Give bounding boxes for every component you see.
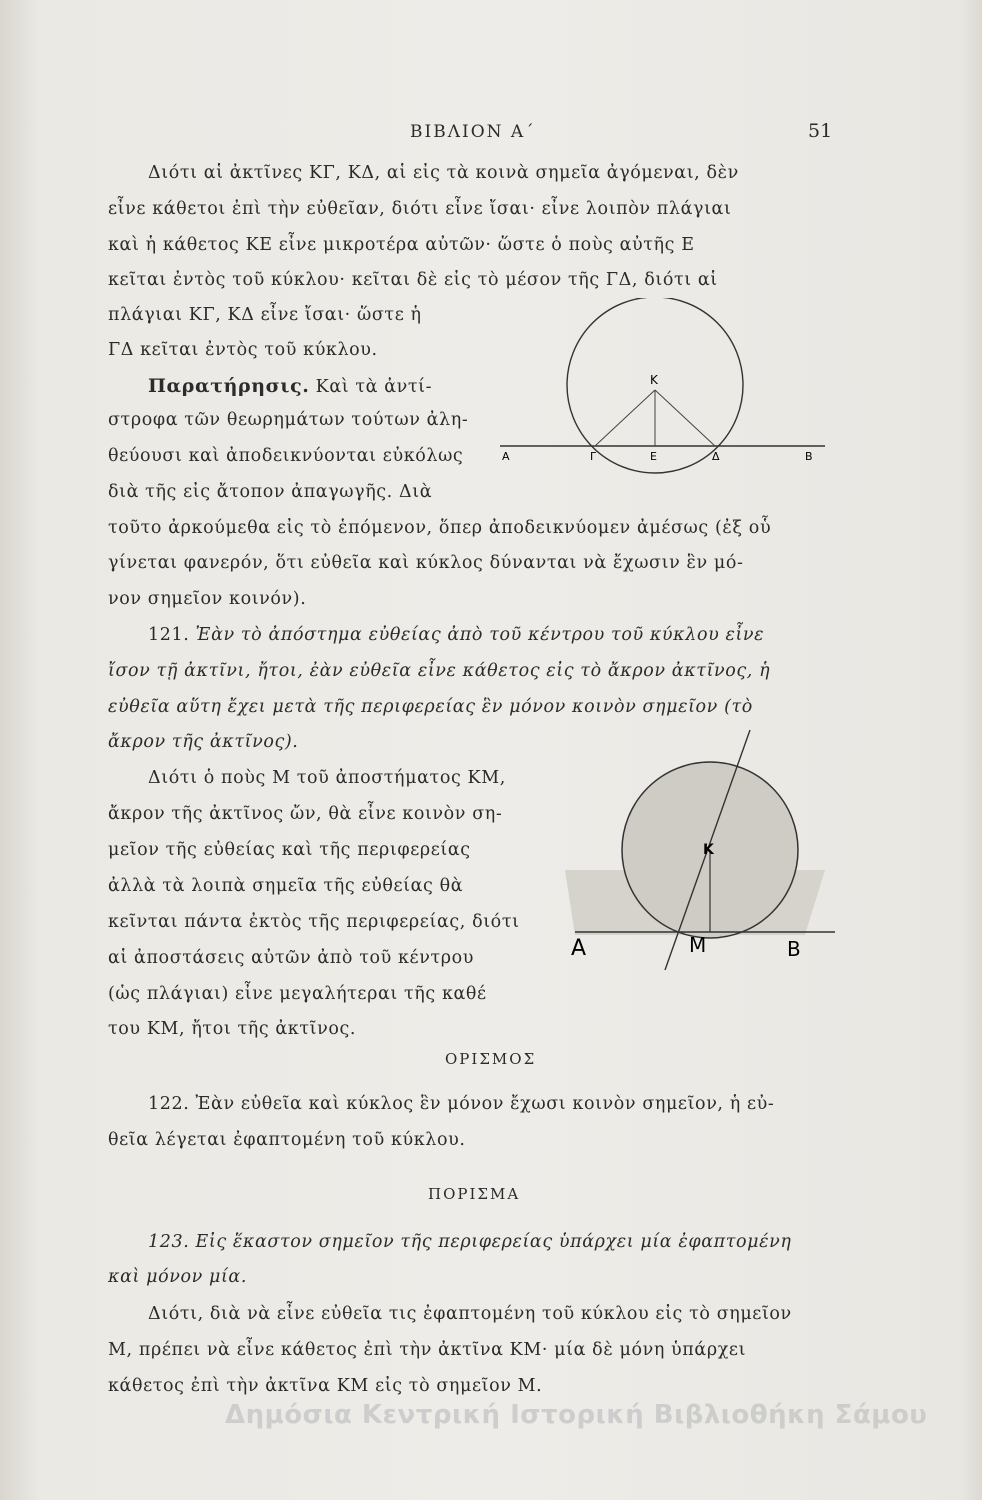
- label-m: M: [689, 933, 707, 957]
- secant-circle-figure: [480, 298, 840, 478]
- label-a: A: [571, 936, 587, 961]
- text-line: ἴσον τῇ ἀκτῖνι, ἤτοι, ἐὰν εὐθεῖα εἶνε κάθετος εἰς τὸ ἄκρον ἀκτῖνος, ἡ: [108, 661, 771, 681]
- text-line: Μ, πρέπει νὰ εἶνε κάθετος ἐπὶ τὴν ἀκτῖνα ΚΜ· μία δὲ μόνη ὑπάρχει: [108, 1340, 747, 1360]
- page-number: 51: [808, 120, 833, 142]
- text-line: 123. Εἰς ἕκαστον σημεῖον τῆς περιφερείας ὑπάρχει μία ἐφαπτομένη: [148, 1232, 792, 1252]
- text-line: θεύουσι καὶ ἀποδεικνύονται εὐκόλως: [108, 446, 464, 466]
- text-line: του ΚΜ, ἤτοι τῆς ἀκτῖνος.: [108, 1019, 357, 1039]
- text-line: κάθετος ἐπὶ τὴν ἀκτῖνα ΚΜ εἰς τὸ σημεῖον Μ.: [108, 1376, 543, 1396]
- label-a: A: [502, 450, 510, 463]
- definition-heading: ΟΡΙΣΜΟΣ: [445, 1050, 537, 1068]
- text-line: ἄκρον τῆς ἀκτῖνος ὤν, θὰ εἶνε κοινὸν ση-: [108, 804, 503, 824]
- label-b: B: [805, 450, 813, 463]
- text-line: εὐθεῖα αὕτη ἔχει μετὰ τῆς περιφερείας ἓν μόνον κοινὸν σημεῖον (τὸ: [108, 697, 753, 717]
- text-line: θεῖα λέγεται ἐφαπτομένη τοῦ κύκλου.: [108, 1130, 466, 1150]
- text-line: ἄκρον τῆς ἀκτῖνος).: [108, 732, 299, 752]
- text-line: στροφα τῶν θεωρημάτων τούτων ἀλη-: [108, 410, 469, 430]
- theorem-number: 121.: [148, 625, 190, 645]
- text-line: διὰ τῆς εἰς ἄτοπον ἀπαγωγῆς. Διὰ: [108, 482, 433, 502]
- text-line: (ὡς πλάγιαι) εἶνε μεγαλήτεραι τῆς καθέ: [108, 984, 487, 1004]
- text-line: μεῖον τῆς εὐθείας καὶ τῆς περιφερείας: [108, 840, 471, 860]
- label-k: K: [650, 373, 658, 387]
- text-line: Καὶ τὰ ἀντί-: [315, 377, 433, 397]
- text-line: νον σημεῖον κοινόν).: [108, 589, 307, 609]
- text-line: Διότι ὁ ποὺς Μ τοῦ ἀποστήματος ΚΜ,: [148, 768, 506, 788]
- library-watermark: Δημόσια Κεντρική Ιστορική Βιβλιοθήκη Σάμου: [225, 1400, 928, 1430]
- running-header: ΒΙΒΛΙΟΝ Α΄: [410, 122, 536, 142]
- text-line: πλάγιαι ΚΓ, ΚΔ εἶνε ἴσαι· ὥστε ἡ: [108, 305, 422, 325]
- text-line: γίνεται φανερόν, ὅτι εὐθεῖα καὶ κύκλος δύνανται νὰ ἔχωσιν ἓν μό-: [108, 553, 744, 573]
- label-e: E: [650, 450, 657, 463]
- text-line: ΓΔ κεῖται ἐντὸς τοῦ κύκλου.: [108, 340, 378, 360]
- text-line: εἶνε κάθετοι ἐπὶ τὴν εὐθεῖαν, διότι εἶνε ἴσαι· εἶνε λοιπὸν πλάγιαι: [108, 199, 732, 219]
- theorem-121-first-line: [148, 625, 764, 645]
- label-k: K: [703, 842, 714, 858]
- observation-title: Παρατήρησις.: [148, 375, 310, 397]
- text-line: τοῦτο ἀρκούμεθα εἰς τὸ ἑπόμενον, ὅπερ ἀποδεικνύομεν ἀμέσως (ἐξ οὗ: [108, 518, 772, 538]
- text-line: Ἐὰν τὸ ἀπόστημα εὐθείας ἀπὸ τοῦ κέντρου τοῦ κύκλου εἶνε: [195, 625, 765, 645]
- text-line: καὶ ἡ κάθετος ΚΕ εἶνε μικροτέρα αὐτῶν· ὥστε ὁ ποὺς αὐτῆς Ε: [108, 235, 695, 255]
- label-b: B: [787, 937, 801, 961]
- label-d: Δ: [712, 450, 720, 463]
- tangent-circle-figure: [555, 720, 845, 980]
- text-line: Διότι, διὰ νὰ εἶνε εὐθεῖα τις ἐφαπτομένη τοῦ κύκλου εἰς τὸ σημεῖον: [148, 1304, 792, 1324]
- text-line: ἀλλὰ τὰ λοιπὰ σημεῖα τῆς εὐθείας θὰ: [108, 876, 464, 896]
- text-line: κεῖται ἐντὸς τοῦ κύκλου· κεῖται δὲ εἰς τὸ μέσον τῆς ΓΔ, διότι αἱ: [108, 270, 718, 290]
- text-line: καὶ μόνον μία.: [108, 1267, 248, 1287]
- observation-first-line: [148, 375, 432, 397]
- corollary-heading: ΠΟΡΙΣΜΑ: [428, 1185, 521, 1203]
- text-line: Διότι αἱ ἀκτῖνες ΚΓ, ΚΔ, αἱ εἰς τὰ κοινὰ σημεῖα ἀγόμεναι, δὲν: [148, 163, 739, 183]
- label-g: Γ: [590, 450, 597, 463]
- text-line: αἱ ἀποστάσεις αὐτῶν ἀπὸ τοῦ κέντρου: [108, 948, 475, 968]
- text-line: κεῖνται πάντα ἐκτὸς τῆς περιφερείας, διότι: [108, 912, 520, 932]
- radius-kg: [595, 390, 655, 446]
- text-line: 122. Ἐὰν εὐθεῖα καὶ κύκλος ἓν μόνον ἔχωσι κοινὸν σημεῖον, ἡ εὐ-: [148, 1094, 775, 1114]
- radius-kd: [655, 390, 715, 446]
